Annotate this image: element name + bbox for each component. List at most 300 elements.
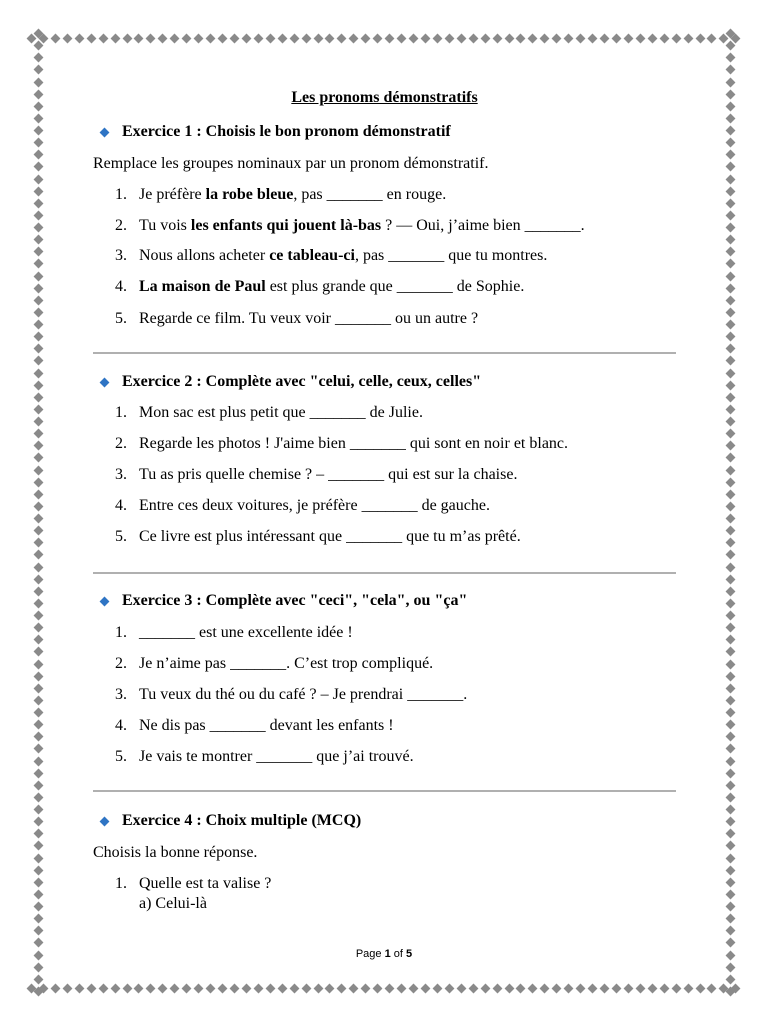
item-number: 2. [115, 435, 127, 452]
border-diamond-icon [683, 983, 693, 993]
border-diamond-icon [725, 938, 735, 948]
border-diamond-icon [611, 33, 621, 43]
diamond-bullet-icon [100, 127, 110, 137]
border-diamond-icon [725, 708, 735, 718]
border-diamond-icon [33, 77, 43, 87]
border-diamond-icon [725, 65, 735, 75]
border-diamond-icon [325, 983, 335, 993]
item-text: Ne dis pas _______ devant les enfants ! [139, 717, 394, 734]
border-diamond-icon [725, 695, 735, 705]
border-diamond-icon [74, 33, 84, 43]
item-number: 3. [115, 247, 127, 264]
item-number: 2. [115, 655, 127, 672]
border-diamond-icon [725, 623, 735, 633]
border-diamond-icon [229, 33, 239, 43]
border-diamond-icon [725, 101, 735, 111]
border-diamond-icon [725, 307, 735, 317]
border-diamond-icon [33, 162, 43, 172]
border-diamond-icon [725, 598, 735, 608]
border-diamond-icon [158, 33, 168, 43]
border-diamond-icon [725, 877, 735, 887]
border-diamond-icon [33, 453, 43, 463]
diamond-bullet-icon [100, 816, 110, 826]
list-item [115, 277, 524, 297]
border-diamond-icon [725, 271, 735, 281]
border-diamond-icon [588, 33, 598, 43]
border-diamond-icon [432, 983, 442, 993]
border-diamond-icon [725, 174, 735, 184]
item-text: Quelle est ta valise ? a) Celui-là [139, 875, 272, 912]
item-number: 1. [115, 875, 127, 892]
exercise-2-heading [101, 372, 481, 392]
border-diamond-icon [206, 33, 216, 43]
separator-line [93, 352, 676, 354]
exercise-3-title: Exercice 3 : Complète avec "ceci", "cela", ou "ça" [122, 592, 468, 609]
list-item [115, 716, 394, 736]
border-diamond-icon [725, 53, 735, 63]
exercise-4-title: Exercice 4 : Choix multiple (MCQ) [122, 812, 362, 829]
border-diamond-icon [456, 33, 466, 43]
border-diamond-icon [33, 805, 43, 815]
border-diamond-icon [725, 29, 735, 39]
border-diamond-icon [397, 33, 407, 43]
item-text: Tu veux du thé ou du café ? – Je prendrai _______. [139, 686, 468, 703]
item-text: Je n’aime pas _______. C’est trop compliqué. [139, 655, 434, 672]
border-diamond-icon [725, 198, 735, 208]
exercise-2-title: Exercice 2 : Complète avec "celui, celle, ceux, celles" [122, 373, 482, 390]
border-diamond-icon [725, 817, 735, 827]
border-diamond-icon [33, 429, 43, 439]
list-item [115, 685, 467, 705]
border-diamond-icon [725, 126, 735, 136]
border-diamond-icon [218, 33, 228, 43]
border-diamond-icon [277, 33, 287, 43]
border-diamond-icon [468, 983, 478, 993]
border-diamond-icon [158, 983, 168, 993]
border-diamond-icon [33, 368, 43, 378]
border-diamond-icon [33, 962, 43, 972]
item-text: Mon sac est plus petit que _______ de Julie. [139, 404, 423, 421]
border-diamond-icon [313, 983, 323, 993]
list-item [115, 309, 478, 329]
item-text: Tu vois les enfants qui jouent là-bas ? — Oui, j’aime bien _______. [139, 217, 585, 234]
border-diamond-icon [122, 33, 132, 43]
border-diamond-icon [33, 392, 43, 402]
border-diamond-icon [725, 732, 735, 742]
border-diamond-icon [725, 441, 735, 451]
border-diamond-icon [725, 344, 735, 354]
border-diamond-icon [33, 623, 43, 633]
border-diamond-icon [146, 33, 156, 43]
border-diamond-icon [725, 138, 735, 148]
exercise-4-heading [101, 811, 361, 831]
border-right [722, 30, 738, 996]
border-diamond-icon [725, 647, 735, 657]
list-item [115, 874, 271, 914]
border-diamond-icon [725, 756, 735, 766]
border-diamond-icon [33, 283, 43, 293]
border-diamond-icon [86, 33, 96, 43]
border-diamond-icon [134, 983, 144, 993]
border-diamond-icon [480, 33, 490, 43]
border-diamond-icon [725, 259, 735, 269]
border-diamond-icon [33, 489, 43, 499]
border-diamond-icon [725, 671, 735, 681]
border-diamond-icon [33, 65, 43, 75]
border-diamond-icon [528, 983, 538, 993]
border-diamond-icon [33, 914, 43, 924]
border-diamond-icon [725, 635, 735, 645]
item-number: 1. [115, 624, 127, 641]
border-diamond-icon [725, 853, 735, 863]
item-number: 2. [115, 217, 127, 234]
border-diamond-icon [194, 983, 204, 993]
border-diamond-icon [647, 33, 657, 43]
border-diamond-icon [33, 271, 43, 281]
border-diamond-icon [725, 186, 735, 196]
border-diamond-icon [725, 962, 735, 972]
border-diamond-icon [725, 829, 735, 839]
border-diamond-icon [695, 983, 705, 993]
border-diamond-icon [325, 33, 335, 43]
border-diamond-icon [33, 659, 43, 669]
border-diamond-icon [289, 33, 299, 43]
exercise-3-heading [101, 591, 467, 611]
item-number: 1. [115, 404, 127, 421]
separator-line [93, 790, 676, 792]
border-diamond-icon [385, 983, 395, 993]
border-diamond-icon [33, 295, 43, 305]
border-diamond-icon [725, 210, 735, 220]
border-diamond-icon [277, 983, 287, 993]
border-diamond-icon [122, 983, 132, 993]
border-diamond-icon [600, 33, 610, 43]
list-item [115, 527, 521, 547]
border-diamond-icon [33, 538, 43, 548]
border-diamond-icon [576, 33, 586, 43]
border-diamond-icon [659, 983, 669, 993]
border-diamond-icon [409, 33, 419, 43]
border-diamond-icon [409, 983, 419, 993]
border-diamond-icon [611, 983, 621, 993]
border-diamond-icon [468, 33, 478, 43]
border-diamond-icon [33, 174, 43, 184]
item-text: Tu as pris quelle chemise ? – _______ qui est sur la chaise. [139, 466, 518, 483]
border-diamond-icon [229, 983, 239, 993]
border-diamond-icon [170, 983, 180, 993]
border-diamond-icon [33, 150, 43, 160]
item-number: 5. [115, 310, 127, 327]
border-diamond-icon [33, 404, 43, 414]
border-diamond-icon [265, 33, 275, 43]
border-diamond-icon [659, 33, 669, 43]
border-diamond-icon [33, 683, 43, 693]
border-diamond-icon [33, 417, 43, 427]
border-diamond-icon [33, 586, 43, 596]
border-diamond-icon [725, 392, 735, 402]
border-diamond-icon [33, 138, 43, 148]
item-number: 3. [115, 686, 127, 703]
border-diamond-icon [588, 983, 598, 993]
border-diamond-icon [516, 33, 526, 43]
border-diamond-icon [725, 986, 735, 996]
border-diamond-icon [725, 902, 735, 912]
border-diamond-icon [564, 983, 574, 993]
border-diamond-icon [385, 33, 395, 43]
item-text: Je préfère la robe bleue, pas _______ en rouge. [139, 186, 447, 203]
border-diamond-icon [725, 805, 735, 815]
exercise-1-title: Exercice 1 : Choisis le bon pronom démonstratif [122, 123, 451, 140]
border-diamond-icon [725, 501, 735, 511]
border-diamond-icon [349, 983, 359, 993]
border-diamond-icon [725, 283, 735, 293]
border-diamond-icon [635, 33, 645, 43]
list-item [115, 185, 446, 205]
border-diamond-icon [725, 586, 735, 596]
border-diamond-icon [432, 33, 442, 43]
border-diamond-icon [725, 417, 735, 427]
border-diamond-icon [552, 983, 562, 993]
border-diamond-icon [623, 33, 633, 43]
border-diamond-icon [420, 33, 430, 43]
item-text: Ce livre est plus intéressant que _______ que tu m’as prêté. [139, 528, 521, 545]
border-diamond-icon [725, 320, 735, 330]
border-diamond-icon [552, 33, 562, 43]
border-diamond-icon [33, 514, 43, 524]
border-diamond-icon [725, 77, 735, 87]
border-diamond-icon [540, 983, 550, 993]
list-item [115, 403, 423, 423]
border-diamond-icon [33, 356, 43, 366]
border-diamond-icon [74, 983, 84, 993]
list-item [115, 216, 585, 236]
item-text: _______ est une excellente idée ! [139, 624, 353, 641]
border-diamond-icon [33, 53, 43, 63]
border-diamond-icon [504, 33, 514, 43]
list-item [115, 623, 353, 643]
border-diamond-icon [146, 983, 156, 993]
exercise-1-instruction: Remplace les groupes nominaux par un pronom démonstratif. [93, 155, 489, 172]
border-diamond-icon [725, 453, 735, 463]
border-diamond-icon [725, 720, 735, 730]
list-item [115, 654, 433, 674]
border-diamond-icon [134, 33, 144, 43]
border-diamond-icon [182, 983, 192, 993]
border-diamond-icon [397, 983, 407, 993]
border-diamond-icon [253, 983, 263, 993]
border-diamond-icon [725, 574, 735, 584]
border-diamond-icon [337, 33, 347, 43]
border-diamond-icon [33, 320, 43, 330]
border-diamond-icon [671, 33, 681, 43]
border-diamond-icon [182, 33, 192, 43]
border-diamond-icon [33, 501, 43, 511]
border-diamond-icon [516, 983, 526, 993]
border-diamond-icon [98, 33, 108, 43]
border-diamond-icon [725, 150, 735, 160]
border-diamond-icon [50, 983, 60, 993]
border-diamond-icon [725, 683, 735, 693]
border-diamond-icon [33, 708, 43, 718]
item-number: 1. [115, 186, 127, 203]
border-diamond-icon [33, 853, 43, 863]
border-diamond-icon [33, 877, 43, 887]
border-diamond-icon [725, 368, 735, 378]
border-diamond-icon [725, 768, 735, 778]
item-number: 5. [115, 528, 127, 545]
border-diamond-icon [671, 983, 681, 993]
border-diamond-icon [33, 41, 43, 51]
border-diamond-icon [725, 404, 735, 414]
border-diamond-icon [194, 33, 204, 43]
border-diamond-icon [33, 732, 43, 742]
border-diamond-icon [313, 33, 323, 43]
border-diamond-icon [725, 223, 735, 233]
border-diamond-icon [33, 647, 43, 657]
border-diamond-icon [725, 465, 735, 475]
border-diamond-icon [725, 841, 735, 851]
border-diamond-icon [33, 792, 43, 802]
border-diamond-icon [86, 983, 96, 993]
border-diamond-icon [33, 210, 43, 220]
border-diamond-icon [33, 89, 43, 99]
border-diamond-icon [33, 829, 43, 839]
border-diamond-icon [635, 983, 645, 993]
list-item [115, 465, 517, 485]
border-diamond-icon [725, 41, 735, 51]
list-item [115, 434, 568, 454]
border-diamond-icon [33, 126, 43, 136]
border-diamond-icon [33, 889, 43, 899]
answer-option: a) Celui-là [139, 895, 207, 912]
border-diamond-icon [725, 356, 735, 366]
border-diamond-icon [725, 550, 735, 560]
exercise-4-instruction: Choisis la bonne réponse. [93, 844, 258, 861]
border-diamond-icon [301, 983, 311, 993]
border-diamond-icon [725, 792, 735, 802]
border-diamond-icon [33, 307, 43, 317]
border-diamond-icon [110, 33, 120, 43]
border-diamond-icon [725, 332, 735, 342]
border-diamond-icon [33, 865, 43, 875]
diamond-bullet-icon [100, 596, 110, 606]
item-text: Nous allons acheter ce tableau-ci, pas _______ que tu montres. [139, 247, 548, 264]
border-diamond-icon [725, 113, 735, 123]
border-diamond-icon [647, 983, 657, 993]
border-diamond-icon [725, 247, 735, 257]
page-title: Les pronoms démonstratifs [291, 89, 478, 106]
border-diamond-icon [33, 841, 43, 851]
border-diamond-icon [33, 465, 43, 475]
border-diamond-icon [33, 247, 43, 257]
border-diamond-icon [33, 113, 43, 123]
list-item [115, 747, 414, 767]
border-left [30, 30, 46, 996]
border-diamond-icon [725, 235, 735, 245]
border-diamond-icon [33, 101, 43, 111]
border-diamond-icon [373, 983, 383, 993]
border-diamond-icon [349, 33, 359, 43]
border-diamond-icon [33, 259, 43, 269]
border-diamond-icon [241, 983, 251, 993]
border-bottom [28, 980, 740, 996]
border-diamond-icon [33, 186, 43, 196]
border-diamond-icon [206, 983, 216, 993]
border-diamond-icon [725, 526, 735, 536]
border-diamond-icon [33, 780, 43, 790]
item-text: Je vais te montrer _______ que j’ai trouvé. [139, 748, 414, 765]
border-diamond-icon [33, 635, 43, 645]
border-diamond-icon [361, 983, 371, 993]
item-number: 4. [115, 717, 127, 734]
border-diamond-icon [725, 744, 735, 754]
border-diamond-icon [33, 986, 43, 996]
border-diamond-icon [33, 562, 43, 572]
border-diamond-icon [33, 29, 43, 39]
border-diamond-icon [725, 162, 735, 172]
list-item [115, 246, 547, 266]
exercise-1-heading [101, 122, 451, 142]
border-diamond-icon [725, 889, 735, 899]
list-item [115, 496, 490, 516]
border-diamond-icon [218, 983, 228, 993]
border-diamond-icon [725, 295, 735, 305]
border-diamond-icon [62, 983, 72, 993]
border-diamond-icon [480, 983, 490, 993]
item-text: Regarde les photos ! J'aime bien _______ qui sont en noir et blanc. [139, 435, 569, 452]
border-diamond-icon [725, 514, 735, 524]
border-diamond-icon [492, 33, 502, 43]
border-diamond-icon [33, 235, 43, 245]
border-diamond-icon [33, 441, 43, 451]
border-diamond-icon [33, 574, 43, 584]
border-diamond-icon [62, 33, 72, 43]
border-diamond-icon [33, 768, 43, 778]
border-diamond-icon [33, 974, 43, 984]
border-diamond-icon [33, 332, 43, 342]
border-diamond-icon [623, 983, 633, 993]
page-footer: Page 1 of 5 [355, 948, 413, 960]
border-diamond-icon [576, 983, 586, 993]
border-diamond-icon [725, 914, 735, 924]
border-diamond-icon [683, 33, 693, 43]
border-diamond-icon [33, 744, 43, 754]
border-diamond-icon [528, 33, 538, 43]
border-diamond-icon [725, 477, 735, 487]
border-diamond-icon [33, 611, 43, 621]
item-number: 5. [115, 748, 127, 765]
border-diamond-icon [725, 974, 735, 984]
item-number: 3. [115, 466, 127, 483]
border-diamond-icon [456, 983, 466, 993]
border-diamond-icon [444, 33, 454, 43]
diamond-bullet-icon [100, 377, 110, 387]
border-diamond-icon [725, 659, 735, 669]
border-diamond-icon [33, 380, 43, 390]
separator-line [93, 572, 676, 574]
border-diamond-icon [289, 983, 299, 993]
border-diamond-icon [725, 489, 735, 499]
border-diamond-icon [564, 33, 574, 43]
border-diamond-icon [265, 983, 275, 993]
border-diamond-icon [725, 611, 735, 621]
border-diamond-icon [33, 720, 43, 730]
border-diamond-icon [725, 562, 735, 572]
border-diamond-icon [540, 33, 550, 43]
border-diamond-icon [170, 33, 180, 43]
border-diamond-icon [361, 33, 371, 43]
border-diamond-icon [33, 526, 43, 536]
